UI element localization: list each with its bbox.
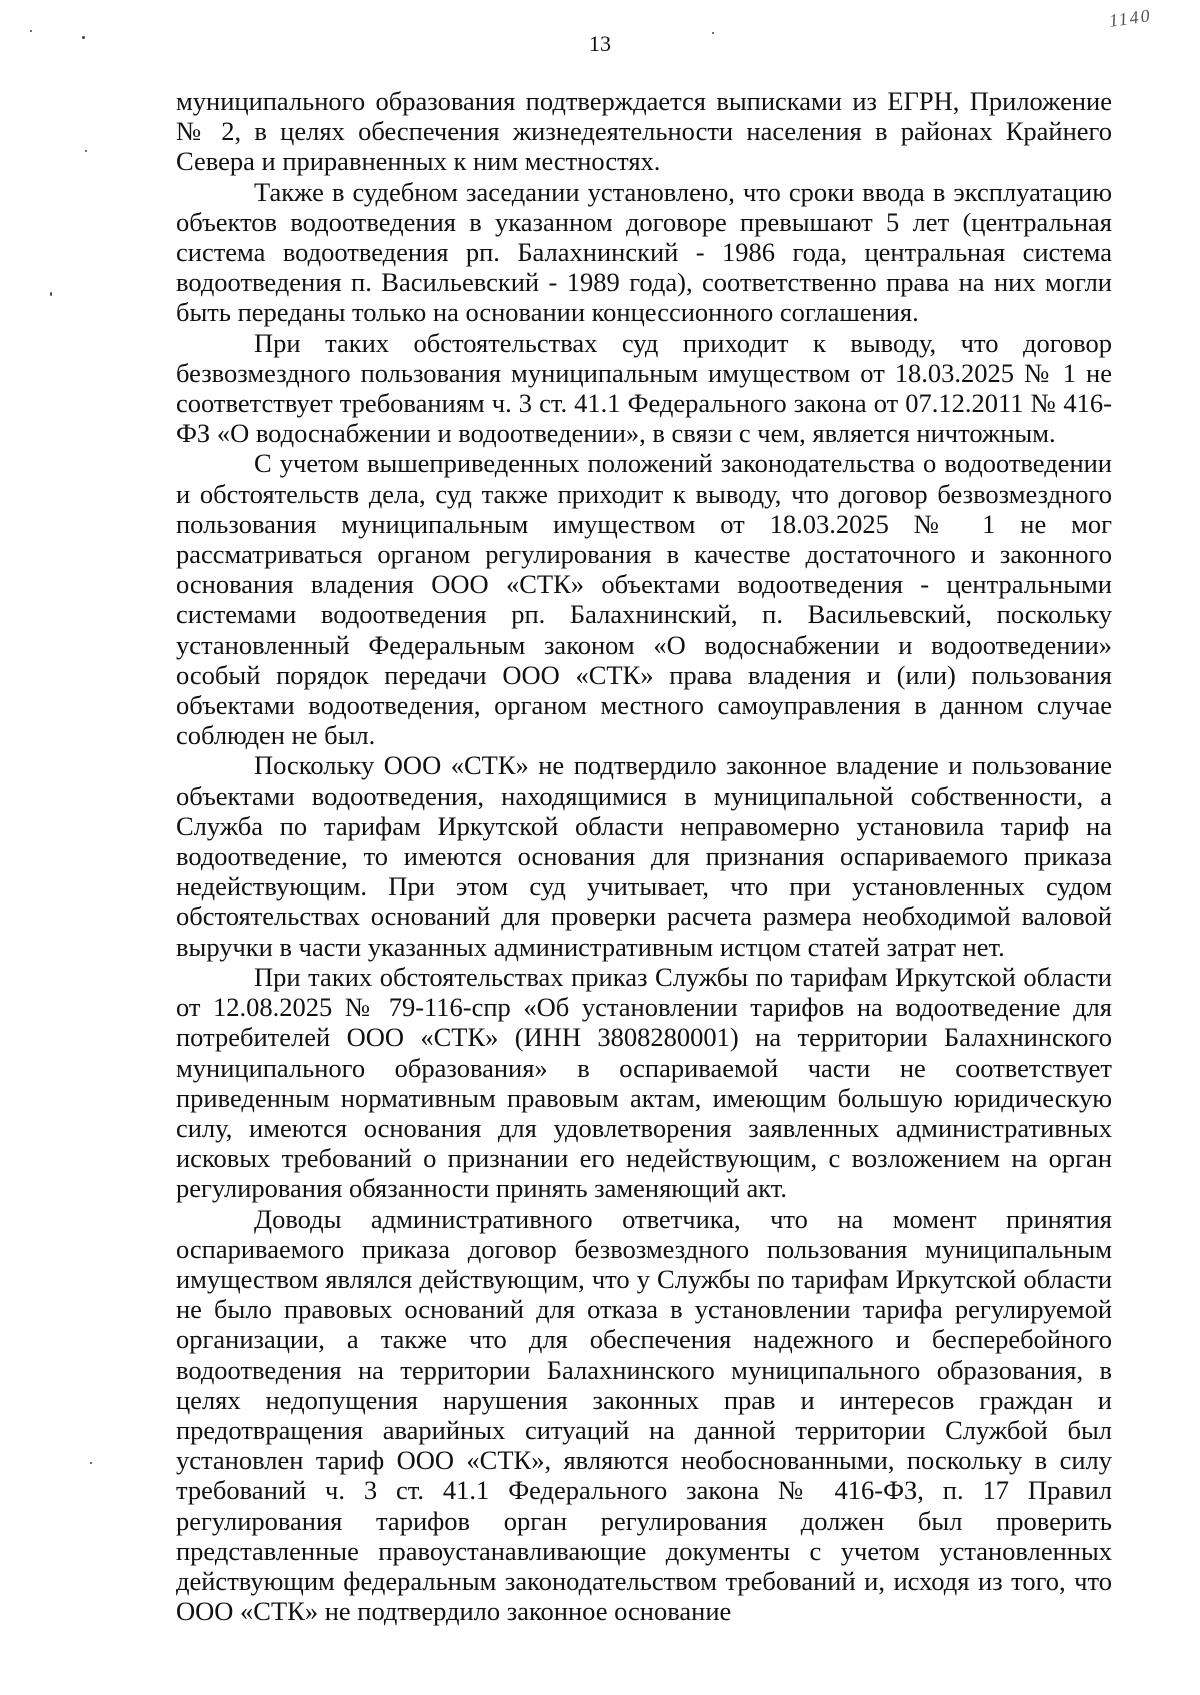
- paragraph: При таких обстоятельствах приказ Службы по тарифам Иркутской области от 12.08.2025 № 79-116-спр «Об установлении тарифов на водоотведение для потребителей ООО «СТК» (ИНН 3808280001) на территории Балахнинского муниципального образования» в оспариваемой части не соответствует приведенным нормативным правовым актам, имеющим большую юридическую силу, имеются основания для удовлетворения заявленных административных исковых требований о признании его недействующим, с возложением на орган регулирования обязанности принять заменяющий акт.: [176, 961, 1112, 1204]
- scan-speck: [85, 150, 87, 152]
- page-number: 13: [589, 31, 611, 56]
- paragraph: С учетом вышеприведенных положений законодательства о водоотведении и обстоятельств дела, суд также приходит к выводу, что договор безвозмездного пользования муниципальным имуществом от 18.03.2025 № 1 не мог рассматриваться органом регулирования в качестве достаточного и законного основания владения ООО «СТК» объектами водоотведения - центральными системами водоотведения рп. Балахнинский, п. Васильевский, поскольку установленный Федеральным законом «О водоснабжении и водоотведении» особый порядок передачи ООО «СТК» права владения и (или) пользования объектами водоотведения, органом местного самоуправления в данном случае соблюден не был.: [176, 448, 1112, 751]
- document-body: [176, 86, 1112, 1626]
- paragraph-continued: муниципального образования подтверждается выписками из ЕГРН, Приложение № 2, в целях обеспечения жизнедеятельности населения в районах Крайнего Севера и приравненных к ним местностях.: [176, 86, 1112, 177]
- paragraph: Доводы административного ответчика, что на момент принятия оспариваемого приказа договор безвозмездного пользования муниципальным имуществом являлся действующим, что у Службы по тарифам Иркутской области не было правовых оснований для отказа в установлении тарифа регулируемой организации, а также что для обеспечения надежного и бесперебойного водоотведения на территории Балахнинского муниципального образования, в целях недопущения нарушения законных прав и интересов граждан и предотвращения аварийных ситуаций на данной территории Службой был установлен тариф ООО «СТК», являются необоснованными, поскольку в силу требований ч. 3 ст. 41.1 Федерального закона № 416-ФЗ, п. 17 Правил регулирования тарифов орган регулирования должен был проверить представленные правоустанавливающие документы с учетом установленных действующим федеральным законодательством требований и, исходя из того, что ООО «СТК» не подтвердило законное основание: [176, 1203, 1112, 1627]
- scan-speck: [82, 36, 85, 39]
- paragraph: Поскольку ООО «СТК» не подтвердило законное владение и пользование объектами водоотведения, находящимися в муниципальной собственности, а Служба по тарифам Иркутской области неправомерно установила тариф на водоотведение, то имеются основания для признания оспариваемого приказа недействующим. При этом суд учитывает, что при установленных судом обстоятельствах оснований для проверки расчета размера необходимой валовой выручки в части указанных административным истцом статей затрат нет.: [176, 750, 1112, 962]
- scan-speck: [30, 30, 32, 32]
- scan-speck: [712, 32, 714, 34]
- handwritten-page-mark: 1140: [1108, 5, 1154, 31]
- scan-speck: [90, 1462, 92, 1464]
- paragraph: При таких обстоятельствах суд приходит к выводу, что договор безвозмездного пользования муниципальным имуществом от 18.03.2025 № 1 не соответствует требованиям ч. 3 ст. 41.1 Федерального закона от 07.12.2011 № 416-ФЗ «О водоснабжении и водоотведении», в связи с чем, является ничтожным.: [176, 327, 1112, 449]
- paragraph: Также в судебном заседании установлено, что сроки ввода в эксплуатацию объектов водоотведения в указанном договоре превышают 5 лет (центральная система водоотведения рп. Балахнинский - 1986 года, центральная система водоотведения п. Васильевский - 1989 года), соответственно права на них могли быть переданы только на основании концессионного соглашения.: [176, 176, 1112, 328]
- scan-speck: [50, 292, 52, 296]
